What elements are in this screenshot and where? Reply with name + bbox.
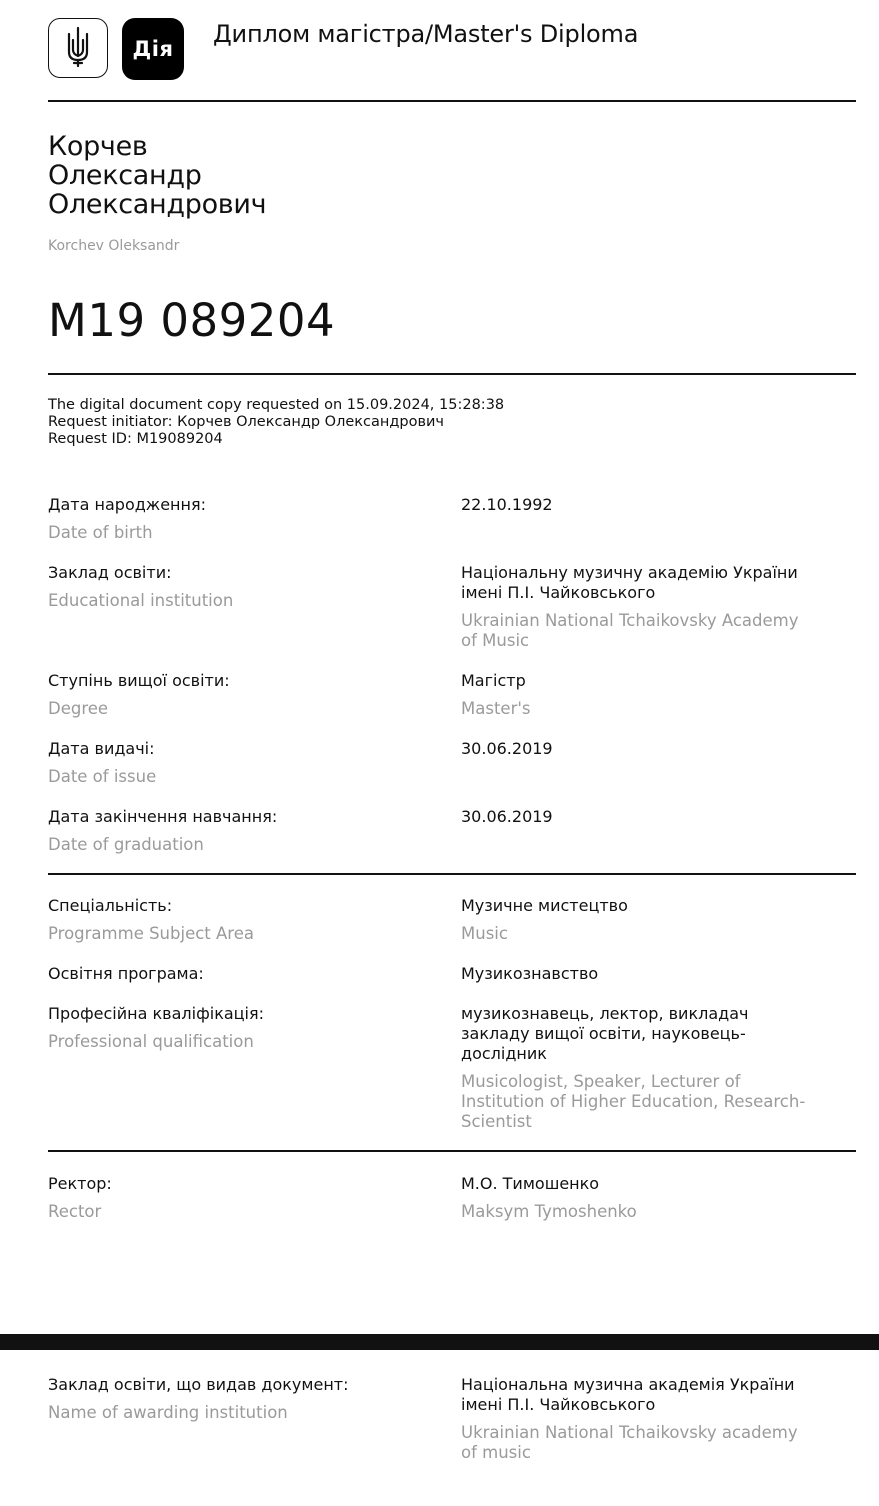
field-value-en-line: Ukrainian National Tchaikovsky Academy xyxy=(461,611,799,630)
field-label-en: Name of awarding institution xyxy=(48,1403,288,1422)
request-id-line: Request ID: M19089204 xyxy=(48,431,223,447)
divider-line xyxy=(48,873,856,875)
field-label-en: Date of birth xyxy=(48,523,153,542)
field-value-line: Національна музична академія України xyxy=(461,1375,795,1394)
field-value-en: Music xyxy=(461,924,508,943)
field-value-line: Національну музичну академію України xyxy=(461,563,798,582)
field-label-en: Date of issue xyxy=(48,767,157,786)
field-label-en: Rector xyxy=(48,1202,102,1221)
field-label: Професійна кваліфікація: xyxy=(48,1004,265,1023)
divider-line xyxy=(48,373,856,375)
field-value-line: закладу вищої освіти, науковець- xyxy=(461,1024,746,1043)
holder-patronymic: Олександрович xyxy=(48,189,267,220)
field-value-en-line: Ukrainian National Tchaikovsky academy xyxy=(461,1423,798,1442)
holder-latin-name: Korchev Oleksandr xyxy=(48,238,180,254)
divider-line xyxy=(48,100,856,102)
field-value-en-line: Scientist xyxy=(461,1112,532,1131)
field-value-en: Master's xyxy=(461,699,531,718)
field-value: Музичне мистецтво xyxy=(461,896,628,915)
field-label: Ректор: xyxy=(48,1174,112,1193)
field-label: Заклад освіти: xyxy=(48,563,172,582)
field-label: Дата видачі: xyxy=(48,739,155,758)
divider-line xyxy=(48,1150,856,1152)
document-number: M19 089204 xyxy=(48,294,336,347)
request-initiator-line: Request initiator: Корчев Олександр Олександрович xyxy=(48,414,444,430)
ukraine-trident-icon xyxy=(48,18,108,78)
field-value: М.О. Тимошенко xyxy=(461,1174,600,1193)
field-value: Магістр xyxy=(461,671,526,690)
field-label-en: Professional qualification xyxy=(48,1032,254,1051)
holder-last-name: Корчев xyxy=(48,131,148,162)
field-label: Дата народження: xyxy=(48,495,206,514)
field-label: Заклад освіти, що видав документ: xyxy=(48,1375,349,1394)
field-value-line: імені П.І. Чайковського xyxy=(461,583,656,602)
holder-full-name xyxy=(48,132,266,219)
field-value-en-line: Institution of Higher Education, Research- xyxy=(461,1092,806,1111)
field-label-en: Degree xyxy=(48,699,109,718)
field-label-en: Date of graduation xyxy=(48,835,204,854)
field-label-en: Educational institution xyxy=(48,591,234,610)
field-label: Ступінь вищої освіти: xyxy=(48,671,230,690)
page-separator-band xyxy=(0,1334,879,1350)
field-value: Музикознавство xyxy=(461,964,599,983)
field-label: Освітня програма: xyxy=(48,964,204,983)
field-value: 22.10.1992 xyxy=(461,495,553,514)
field-value: 30.06.2019 xyxy=(461,807,553,826)
field-label-en: Programme Subject Area xyxy=(48,924,254,943)
field-value: 30.06.2019 xyxy=(461,739,553,758)
field-value-en-line: of music xyxy=(461,1443,531,1462)
holder-first-name: Олександр xyxy=(48,160,202,191)
document-title: Диплом магістра/Master's Diploma xyxy=(213,20,639,48)
field-value-en-line: of Music xyxy=(461,631,530,650)
field-value-line: музикознавець, лектор, викладач xyxy=(461,1004,749,1023)
field-value-line: імені П.І. Чайковського xyxy=(461,1395,656,1414)
request-info xyxy=(48,397,504,448)
field-value-line: дослідник xyxy=(461,1044,547,1063)
field-label: Спеціальність: xyxy=(48,896,173,915)
document-header xyxy=(48,18,856,82)
request-date-line: The digital document copy requested on 15.09.2024, 15:28:38 xyxy=(48,397,505,413)
field-value-en: Maksym Tymoshenko xyxy=(461,1202,637,1221)
field-value-en-line: Musicologist, Speaker, Lecturer of xyxy=(461,1072,741,1091)
diia-logo: Дія xyxy=(122,18,184,80)
trident-shape xyxy=(61,26,95,70)
field-label: Дата закінчення навчання: xyxy=(48,807,278,826)
